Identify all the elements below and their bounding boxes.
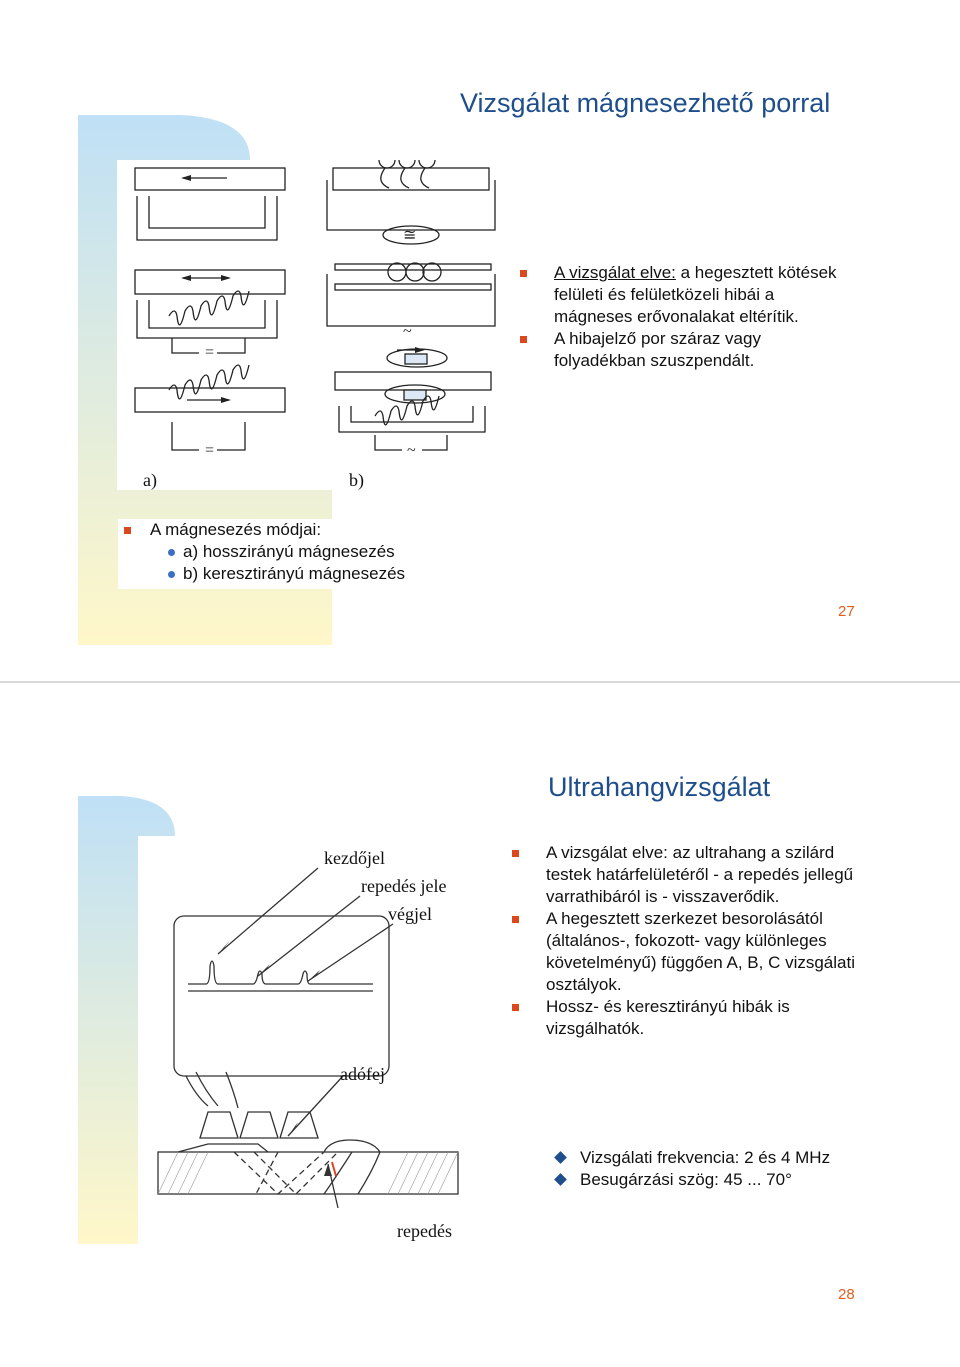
slide-divider bbox=[0, 681, 960, 683]
bullet-item: A vizsgálat elve: a hegesztett kötések felületi és felületközeli hibái a mágneses erővonalakat eltérítik. bbox=[520, 262, 850, 328]
principle-bullets bbox=[512, 842, 857, 1040]
label-probe: adófej bbox=[340, 1064, 385, 1084]
diamond-bullet-icon bbox=[554, 1151, 567, 1164]
method-item: a) hosszirányú mágnesezés bbox=[118, 541, 458, 563]
slide-title: Ultrahangvizsgálat bbox=[548, 772, 771, 802]
page-number: 27 bbox=[838, 603, 855, 620]
principle-bullets bbox=[520, 262, 850, 372]
square-bullet-icon bbox=[512, 850, 519, 857]
magnetization-diagram bbox=[117, 160, 517, 490]
bullet-item: A hegesztett szerkezet besorolásától (általános-, fokozott- vagy különleges követelményű) függően A, B, C vizsgálati osztályok. bbox=[512, 908, 857, 996]
method-item: b) keresztirányú mágnesezés bbox=[118, 563, 458, 585]
slide-title: Vizsgálat mágnesezhető porral bbox=[460, 88, 831, 118]
svg-text:≅: ≅ bbox=[403, 227, 417, 244]
bullet-item: A vizsgálat elve: az ultrahang a szilárd testek határfelületéről - a repedés jellegű varrathibáról is - visszaverődik. bbox=[512, 842, 857, 908]
parameter-list bbox=[556, 1147, 876, 1191]
square-bullet-icon bbox=[520, 270, 527, 277]
methods-heading: A mágnesezés módjai: bbox=[118, 519, 458, 541]
figure-label-b: b) bbox=[349, 470, 364, 490]
slide-27 bbox=[0, 0, 960, 680]
dot-bullet-icon bbox=[168, 549, 175, 556]
square-bullet-icon bbox=[512, 1004, 519, 1011]
square-bullet-icon bbox=[520, 336, 527, 343]
label-end-signal: végjel bbox=[388, 904, 432, 924]
diamond-bullet-icon bbox=[554, 1173, 567, 1186]
param-item: Vizsgálati frekvencia: 2 és 4 MHz bbox=[556, 1147, 876, 1169]
svg-text:~: ~ bbox=[407, 442, 416, 459]
label-crack-signal: repedés jele bbox=[361, 876, 447, 896]
bullet-item: Hossz- és keresztirányú hibák is vizsgálhatók. bbox=[512, 996, 857, 1040]
label-crack: repedés bbox=[397, 1221, 452, 1241]
slide-28 bbox=[0, 684, 960, 1367]
square-bullet-icon bbox=[124, 527, 131, 534]
dot-bullet-icon bbox=[168, 571, 175, 578]
figure-label-a: a) bbox=[143, 470, 157, 490]
page-number: 28 bbox=[838, 1286, 855, 1303]
svg-text:=: = bbox=[205, 442, 215, 459]
bullet-item: A hibajelző por száraz vagy folyadékban szuszpendált. bbox=[520, 328, 850, 372]
square-bullet-icon bbox=[512, 916, 519, 923]
svg-text:=: = bbox=[205, 344, 215, 361]
methods-list bbox=[118, 519, 458, 589]
label-start-signal: kezdőjel bbox=[324, 848, 385, 868]
param-item: Besugárzási szög: 45 ... 70° bbox=[556, 1169, 876, 1191]
svg-text:~: ~ bbox=[403, 323, 412, 340]
ultrasound-diagram bbox=[138, 836, 508, 1256]
